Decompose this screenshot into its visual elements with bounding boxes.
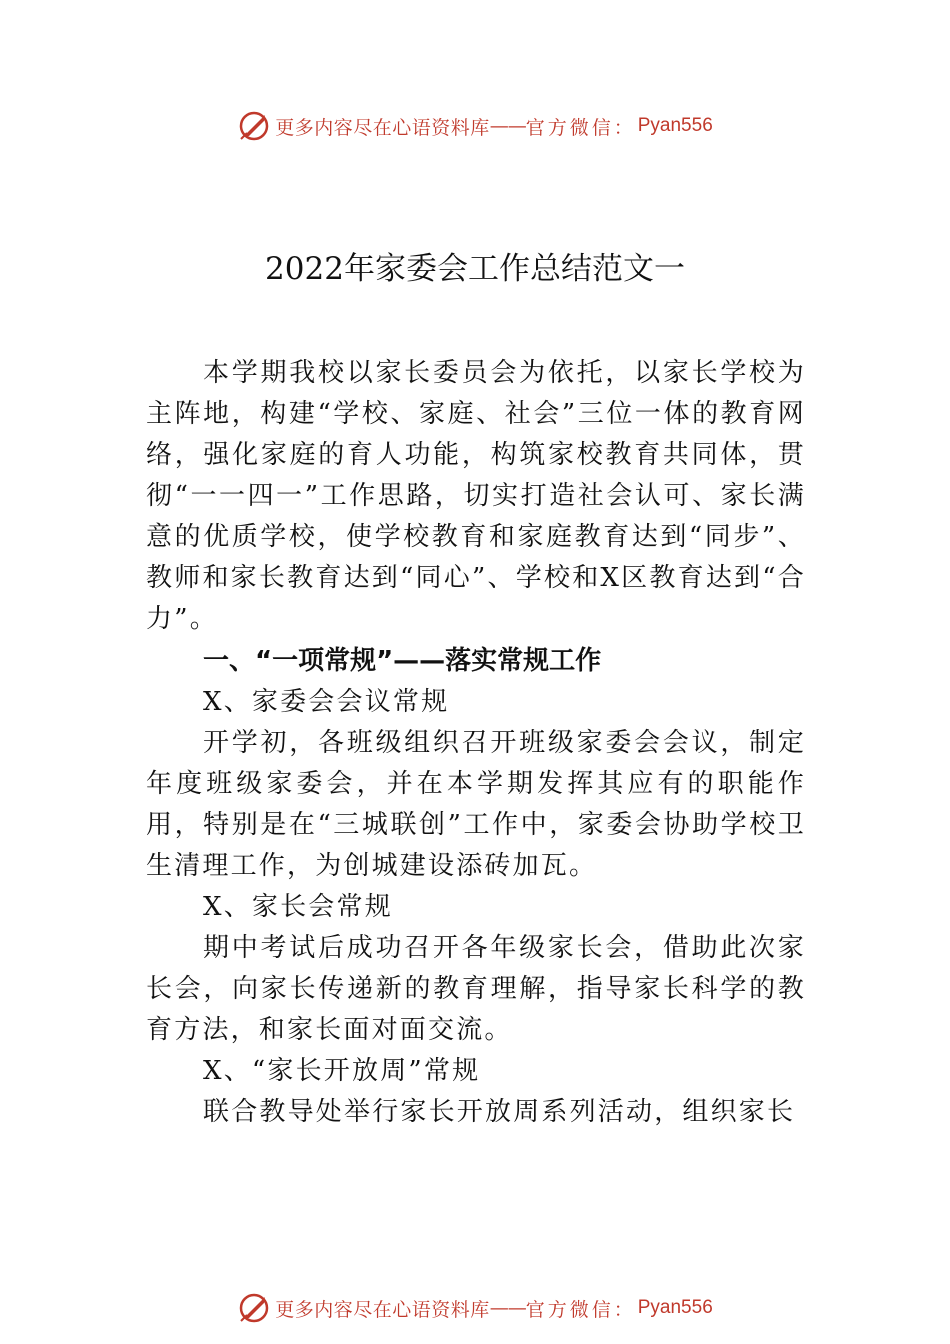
watermark-banner-top <box>0 106 950 146</box>
subheading-committee-meeting: X、家委会会议常规 <box>203 687 450 717</box>
subheading-open-week: X、“家长开放周”常规 <box>203 1056 481 1086</box>
watermark-wechat-label: 官方微信： <box>525 116 636 139</box>
document-body <box>146 353 806 1133</box>
quill-pen-logo-icon <box>237 1291 271 1325</box>
paragraph-parent-meeting: 期中考试后成功召开各年级家长会，借助此次家长会，向家长传递新的教育理解，指导家长科学的教育方法，和家长面对面交流。 <box>146 933 806 1045</box>
subheading-parent-meeting: X、家长会常规 <box>203 892 393 922</box>
watermark-banner-bottom <box>0 1288 950 1328</box>
paragraph-committee-meeting: 开学初，各班级组织召开班级家委会会议，制定年度班级家委会，并在本学期发挥其应有的职能作用，特别是在“三城联创”工作中，家委会协助学校卫生清理工作，为创城建设添砖加瓦。 <box>146 728 806 881</box>
watermark-wechat-label: 官方微信： <box>525 1298 636 1321</box>
watermark-site-text: 更多内容尽在心语资料库 <box>275 116 490 139</box>
quill-pen-logo-icon <box>237 109 271 143</box>
watermark-dash: —— <box>489 115 526 137</box>
paragraph-intro: 本学期我校以家长委员会为依托，以家长学校为主阵地，构建“学校、家庭、社会”三位一体的教育网络，强化家庭的育人功能，构筑家校教育共同体，贯彻“一一四一”工作思路，切实打造社会认可、家长满意的优质学校，使学校教育和家庭教育达到“同步”、教师和家长教育达到“同心”、学校和X区教育达到“合力”。 <box>146 358 806 634</box>
paragraph-open-week: 联合教导处举行家长开放周系列活动，组织家长 <box>203 1097 796 1127</box>
watermark-wechat-id: Pyan556 <box>637 115 713 136</box>
watermark-dash: —— <box>489 1297 526 1319</box>
watermark-site-text: 更多内容尽在心语资料库 <box>275 1298 490 1321</box>
watermark-wechat-id: Pyan556 <box>637 1297 713 1318</box>
document-title: 2022年家委会工作总结范文一 <box>265 251 685 287</box>
section-heading-1: 一、“一项常规”——落实常规工作 <box>203 646 602 676</box>
